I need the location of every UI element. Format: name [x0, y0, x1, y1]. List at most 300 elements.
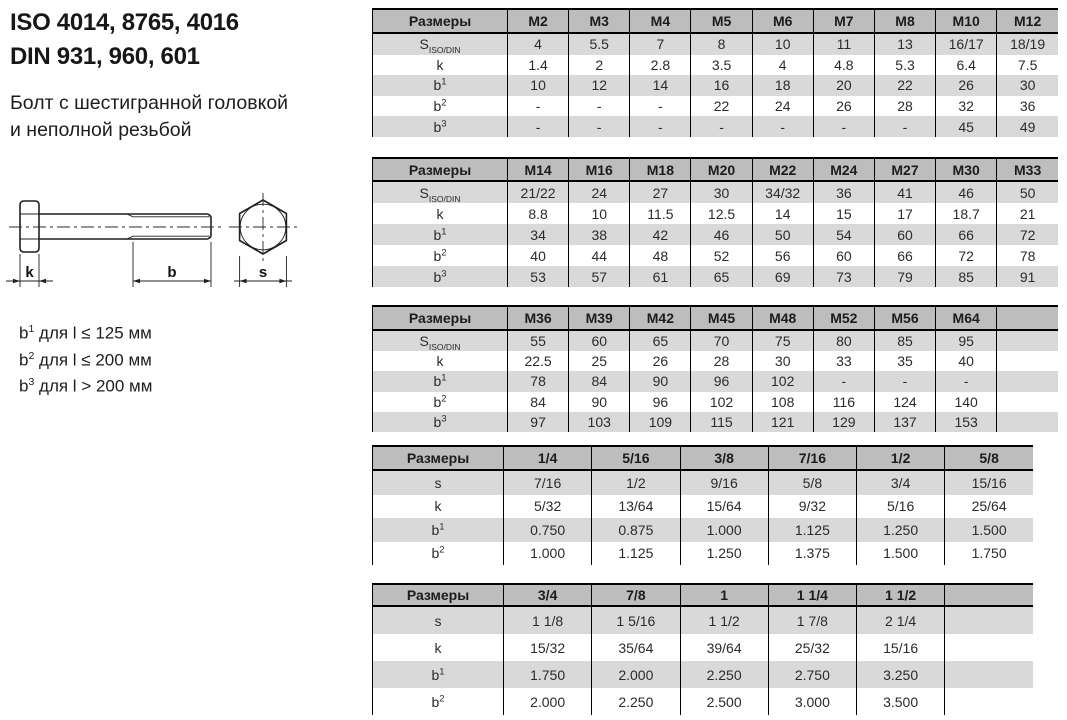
table-cell: 2.750 — [768, 661, 856, 688]
title-iso: ISO 4014, 8765, 4016 — [10, 9, 239, 36]
table-cell: 8 — [691, 33, 752, 55]
row-label: $b^3$ — [373, 266, 508, 287]
table-cell: 2.000 — [504, 688, 592, 715]
row-label: $b^1$ — [373, 224, 508, 245]
column-header: M7 — [813, 9, 874, 33]
column-header: M64 — [936, 306, 997, 330]
table-cell: 5/16 — [857, 495, 945, 519]
column-header: M33 — [997, 158, 1058, 181]
table-cell: 7 — [630, 33, 691, 55]
table-cell: - — [569, 116, 630, 137]
table-corner-header: Размеры — [373, 584, 504, 606]
table-cell: 60 — [569, 330, 630, 351]
table-cell: 1 7/8 — [768, 606, 856, 634]
column-header: M24 — [813, 158, 874, 181]
table-cell: 91 — [997, 266, 1058, 287]
column-header: 5/8 — [945, 446, 1033, 470]
table-cell: 42 — [630, 224, 691, 245]
table-cell: - — [691, 116, 752, 137]
column-header: M14 — [508, 158, 569, 181]
table-cell: 1.250 — [680, 542, 768, 566]
column-header: 1 1/4 — [768, 584, 856, 606]
table-row — [373, 203, 1059, 224]
column-header: M39 — [569, 306, 630, 330]
table-cell: 15 — [813, 203, 874, 224]
column-header: M6 — [752, 9, 813, 33]
description-line-2: и неполной резьбой — [10, 119, 192, 141]
table-cell: - — [508, 116, 569, 137]
column-header: M18 — [630, 158, 691, 181]
table-cell: 65 — [630, 330, 691, 351]
table-cell: - — [813, 371, 874, 391]
table-row — [373, 351, 1059, 371]
table-cell: 5/8 — [768, 470, 856, 495]
table-cell: 80 — [813, 330, 874, 351]
column-header — [945, 584, 1033, 606]
table-cell: 1.750 — [504, 661, 592, 688]
table-cell: 2.000 — [592, 661, 680, 688]
row-label: $b^2$ — [373, 688, 504, 715]
table-row — [373, 661, 1034, 688]
table-cell: 85 — [874, 330, 935, 351]
table-cell: - — [508, 96, 569, 117]
column-header: M52 — [813, 306, 874, 330]
table-cell: 1.500 — [857, 542, 945, 566]
table-cell: 9/32 — [768, 495, 856, 519]
table-cell: 0.750 — [504, 518, 592, 542]
table-cell: 12 — [569, 75, 630, 96]
table-cell: 97 — [508, 412, 569, 432]
column-header: M3 — [569, 9, 630, 33]
row-label: s — [373, 470, 504, 495]
dim-b — [133, 242, 211, 287]
table-cell: 140 — [936, 392, 997, 412]
table-cell: 108 — [752, 392, 813, 412]
table-cell: 25/64 — [945, 495, 1033, 519]
table-row — [373, 542, 1034, 566]
table-metric-m14-m33 — [372, 157, 1058, 287]
table-cell: 26 — [630, 351, 691, 371]
column-header: 5/16 — [592, 446, 680, 470]
row-label: k — [373, 203, 508, 224]
table-cell: 18 — [752, 75, 813, 96]
row-label: $b^2$ — [373, 245, 508, 266]
table-cell: 24 — [569, 181, 630, 203]
column-header: M12 — [997, 9, 1058, 33]
table-cell: 48 — [630, 245, 691, 266]
table-cell: 75 — [752, 330, 813, 351]
column-header: M30 — [936, 158, 997, 181]
table-cell: 1.375 — [768, 542, 856, 566]
column-header: M45 — [691, 306, 752, 330]
table-cell — [997, 392, 1058, 412]
table-cell: 96 — [630, 392, 691, 412]
table-cell: 115 — [691, 412, 752, 432]
table-row — [373, 181, 1059, 203]
table-corner-header: Размеры — [373, 446, 504, 470]
table-cell: - — [630, 96, 691, 117]
table-cell: 1.500 — [945, 518, 1033, 542]
table-cell: 73 — [813, 266, 874, 287]
table-cell: 8.8 — [508, 203, 569, 224]
column-header: 1/2 — [857, 446, 945, 470]
table-cell: 116 — [813, 392, 874, 412]
row-label: $S_{ISO/DIN}$ — [373, 33, 508, 55]
table-cell — [945, 688, 1033, 715]
column-header: M56 — [874, 306, 935, 330]
table-cell: 26 — [936, 75, 997, 96]
table-cell: 5/32 — [504, 495, 592, 519]
row-label: $b^1$ — [373, 371, 508, 391]
table-cell — [997, 412, 1058, 432]
row-label: $b^1$ — [373, 661, 504, 688]
table-cell: 24 — [752, 96, 813, 117]
column-header: M10 — [936, 9, 997, 33]
table-cell: 39/64 — [680, 634, 768, 661]
table-cell: 61 — [630, 266, 691, 287]
row-label: $S_{ISO/DIN}$ — [373, 181, 508, 203]
table-cell: 18/19 — [997, 33, 1058, 55]
column-header: 3/8 — [680, 446, 768, 470]
table-cell: 10 — [569, 203, 630, 224]
table-row — [373, 392, 1059, 412]
table-cell: 55 — [508, 330, 569, 351]
table-cell: 11.5 — [630, 203, 691, 224]
table-header-row — [373, 306, 1059, 330]
table-cell: 46 — [936, 181, 997, 203]
row-label: k — [373, 634, 504, 661]
hex-end-view — [229, 193, 297, 287]
column-header: M4 — [630, 9, 691, 33]
table-cell: 22 — [874, 75, 935, 96]
table-cell: 27 — [630, 181, 691, 203]
table-header-row — [373, 158, 1059, 181]
row-label: k — [373, 55, 508, 76]
table-cell: 30 — [691, 181, 752, 203]
bolt-shank — [39, 214, 211, 239]
table-header-row — [373, 9, 1059, 33]
row-label: $b^2$ — [373, 96, 508, 117]
column-header: M36 — [508, 306, 569, 330]
column-header: M8 — [874, 9, 935, 33]
table-cell: 14 — [752, 203, 813, 224]
table-cell — [997, 371, 1058, 391]
table-cell: - — [874, 371, 935, 391]
table-cell: 66 — [874, 245, 935, 266]
table-row — [373, 224, 1059, 245]
table-cell: 109 — [630, 412, 691, 432]
column-header: 7/16 — [768, 446, 856, 470]
table-cell: 69 — [752, 266, 813, 287]
footnote: $b^3$ для l > 200 мм — [19, 376, 153, 396]
table-cell: 2 1/4 — [857, 606, 945, 634]
row-label: $b^2$ — [373, 392, 508, 412]
table-row — [373, 518, 1034, 542]
table-cell: 4 — [752, 55, 813, 76]
table-cell: 41 — [874, 181, 935, 203]
table-row — [373, 330, 1059, 351]
table-row — [373, 470, 1034, 495]
table-cell: 54 — [813, 224, 874, 245]
footnotes — [19, 318, 152, 398]
table-cell: 1 1/2 — [680, 606, 768, 634]
table-cell: 30 — [752, 351, 813, 371]
table-cell: 36 — [813, 181, 874, 203]
table-header-row — [373, 584, 1034, 606]
table-cell: 2.8 — [630, 55, 691, 76]
column-header: 1 1/2 — [857, 584, 945, 606]
table-cell: - — [874, 116, 935, 137]
table-cell: 21/22 — [508, 181, 569, 203]
column-header: 7/8 — [592, 584, 680, 606]
table-inch-quarter-to-5-8 — [372, 445, 1033, 565]
table-cell: 44 — [569, 245, 630, 266]
table-cell: 13/64 — [592, 495, 680, 519]
table-cell: 60 — [874, 224, 935, 245]
table-cell: 30 — [997, 75, 1058, 96]
row-label: s — [373, 606, 504, 634]
table-corner-header: Размеры — [373, 306, 508, 330]
table-cell: - — [936, 371, 997, 391]
column-header: 3/4 — [504, 584, 592, 606]
table-cell: 2.250 — [592, 688, 680, 715]
dim-label-s: s — [258, 264, 268, 281]
table-row — [373, 412, 1059, 432]
table-cell: 90 — [630, 371, 691, 391]
table-cell: 15/32 — [504, 634, 592, 661]
table-cell: 84 — [508, 392, 569, 412]
table-row — [373, 634, 1034, 661]
table-row — [373, 688, 1034, 715]
table-header-row — [373, 446, 1034, 470]
table-cell: 4 — [508, 33, 569, 55]
row-label: k — [373, 495, 504, 519]
table-cell: 34/32 — [752, 181, 813, 203]
table-cell: 22.5 — [508, 351, 569, 371]
table-cell: 90 — [569, 392, 630, 412]
table-cell: - — [630, 116, 691, 137]
table-row — [373, 245, 1059, 266]
column-header: M42 — [630, 306, 691, 330]
table-cell: 5.5 — [569, 33, 630, 55]
table-cell: 3.500 — [857, 688, 945, 715]
table-row — [373, 495, 1034, 519]
table-cell: 56 — [752, 245, 813, 266]
table-cell: 60 — [813, 245, 874, 266]
table-cell: 2.500 — [680, 688, 768, 715]
table-cell — [945, 606, 1033, 634]
table-cell: 78 — [997, 245, 1058, 266]
column-header: M27 — [874, 158, 935, 181]
table-cell: 25 — [569, 351, 630, 371]
table-row — [373, 75, 1059, 96]
table-inch-3-4-to-1-1-2 — [372, 583, 1033, 715]
table-cell: 124 — [874, 392, 935, 412]
column-header: M2 — [508, 9, 569, 33]
table-cell: 96 — [691, 371, 752, 391]
table-cell: 35/64 — [592, 634, 680, 661]
table-cell: 4.8 — [813, 55, 874, 76]
table-cell: 46 — [691, 224, 752, 245]
table-cell: 72 — [997, 224, 1058, 245]
table-cell: 10 — [752, 33, 813, 55]
column-header: M5 — [691, 9, 752, 33]
table-cell: 10 — [508, 75, 569, 96]
table-cell: 1.125 — [592, 542, 680, 566]
table-cell: 57 — [569, 266, 630, 287]
table-cell: 1.000 — [504, 542, 592, 566]
table-corner-header: Размеры — [373, 158, 508, 181]
table-cell: 17 — [874, 203, 935, 224]
dim-label-b: b — [167, 264, 177, 281]
table-cell: 25/32 — [768, 634, 856, 661]
table-cell: 15/16 — [857, 634, 945, 661]
table-cell: 1.750 — [945, 542, 1033, 566]
table-row — [373, 96, 1059, 117]
table-cell: 14 — [630, 75, 691, 96]
table-cell: 84 — [569, 371, 630, 391]
bolt-side-view — [6, 201, 223, 287]
table-cell: 16 — [691, 75, 752, 96]
table-cell: 45 — [936, 116, 997, 137]
table-cell: 9/16 — [680, 470, 768, 495]
table-cell: 20 — [813, 75, 874, 96]
table-cell — [945, 634, 1033, 661]
table-cell: 15/64 — [680, 495, 768, 519]
table-cell: 1 1/8 — [504, 606, 592, 634]
table-cell: 3.5 — [691, 55, 752, 76]
table-cell: 13 — [874, 33, 935, 55]
table-cell: 33 — [813, 351, 874, 371]
row-label: k — [373, 351, 508, 371]
table-cell — [997, 330, 1058, 351]
table-cell: 70 — [691, 330, 752, 351]
table-cell: 15/16 — [945, 470, 1033, 495]
table-cell: 65 — [691, 266, 752, 287]
column-header: M20 — [691, 158, 752, 181]
table-cell: 3/4 — [857, 470, 945, 495]
description-line-1: Болт с шестигранной головкой — [10, 92, 289, 114]
row-label: $b^3$ — [373, 116, 508, 137]
table-cell: 50 — [752, 224, 813, 245]
table-cell: 49 — [997, 116, 1058, 137]
table-cell: 0.875 — [592, 518, 680, 542]
column-header: 1 — [680, 584, 768, 606]
table-cell: 78 — [508, 371, 569, 391]
table-cell: - — [752, 116, 813, 137]
table-cell: 38 — [569, 224, 630, 245]
table-row — [373, 266, 1059, 287]
row-label: $b^3$ — [373, 412, 508, 432]
table-cell: 53 — [508, 266, 569, 287]
table-cell: - — [813, 116, 874, 137]
table-cell: 153 — [936, 412, 997, 432]
table-cell: 40 — [936, 351, 997, 371]
table-cell: 1/2 — [592, 470, 680, 495]
table-cell: 103 — [569, 412, 630, 432]
row-label: $S_{ISO/DIN}$ — [373, 330, 508, 351]
table-row — [373, 55, 1059, 76]
table-cell: 36 — [997, 96, 1058, 117]
table-row — [373, 371, 1059, 391]
table-cell: 6.4 — [936, 55, 997, 76]
table-cell: 1.125 — [768, 518, 856, 542]
table-cell: 34 — [508, 224, 569, 245]
table-cell: 5.3 — [874, 55, 935, 76]
column-header: M22 — [752, 158, 813, 181]
table-cell — [945, 661, 1033, 688]
table-cell: 21 — [997, 203, 1058, 224]
column-header — [997, 306, 1058, 330]
table-cell: - — [569, 96, 630, 117]
table-cell: 22 — [691, 96, 752, 117]
description-block — [10, 90, 288, 144]
bolt-technical-drawing — [4, 186, 340, 306]
table-cell: 2 — [569, 55, 630, 76]
table-row — [373, 33, 1059, 55]
table-cell — [997, 351, 1058, 371]
table-corner-header: Размеры — [373, 9, 508, 33]
column-header: 1/4 — [504, 446, 592, 470]
table-cell: 1.000 — [680, 518, 768, 542]
footnote: $b^1$ для l ≤ 125 мм — [19, 323, 152, 343]
table-cell: 35 — [874, 351, 935, 371]
table-cell: 18.7 — [936, 203, 997, 224]
table-cell: 3.250 — [857, 661, 945, 688]
table-cell: 102 — [752, 371, 813, 391]
table-cell: 79 — [874, 266, 935, 287]
row-label: $b^1$ — [373, 75, 508, 96]
column-header: M48 — [752, 306, 813, 330]
table-cell: 85 — [936, 266, 997, 287]
table-cell: 7/16 — [504, 470, 592, 495]
table-cell: 72 — [936, 245, 997, 266]
row-label: $b^1$ — [373, 518, 504, 542]
table-row — [373, 606, 1034, 634]
table-cell: 26 — [813, 96, 874, 117]
table-metric-m2-m12 — [372, 8, 1058, 137]
table-cell: 121 — [752, 412, 813, 432]
table-metric-m36-m64 — [372, 305, 1058, 432]
table-cell: 66 — [936, 224, 997, 245]
table-cell: 12.5 — [691, 203, 752, 224]
table-cell: 40 — [508, 245, 569, 266]
table-cell: 1 5/16 — [592, 606, 680, 634]
table-cell: 7.5 — [997, 55, 1058, 76]
table-cell: 102 — [691, 392, 752, 412]
table-cell: 28 — [691, 351, 752, 371]
table-cell: 11 — [813, 33, 874, 55]
bolt-thread — [127, 214, 210, 239]
table-cell: 129 — [813, 412, 874, 432]
table-cell: 3.000 — [768, 688, 856, 715]
table-row — [373, 116, 1059, 137]
table-cell: 1.4 — [508, 55, 569, 76]
title-din: DIN 931, 960, 601 — [10, 43, 200, 70]
row-label: $b^2$ — [373, 542, 504, 566]
table-cell: 32 — [936, 96, 997, 117]
table-cell: 95 — [936, 330, 997, 351]
bolt-head — [20, 201, 39, 252]
dim-label-k: k — [25, 264, 34, 281]
table-cell: 28 — [874, 96, 935, 117]
column-header: M16 — [569, 158, 630, 181]
table-cell: 50 — [997, 181, 1058, 203]
table-cell: 2.250 — [680, 661, 768, 688]
table-cell: 137 — [874, 412, 935, 432]
title-block — [10, 6, 239, 74]
table-cell: 52 — [691, 245, 752, 266]
